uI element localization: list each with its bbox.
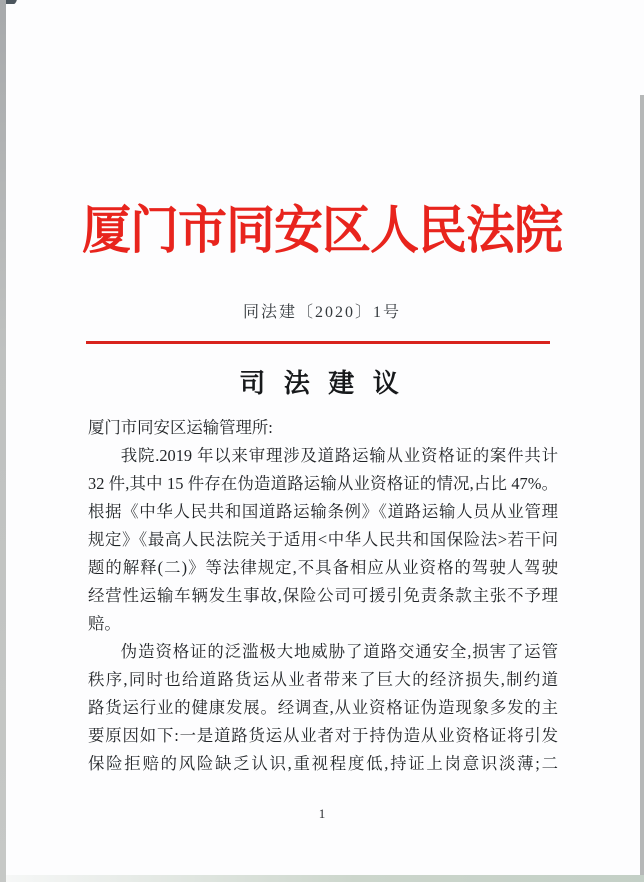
page-number: 1 — [318, 806, 326, 821]
body-line: 根据《中华人民共和国道路运输条例》《道路运输人员从业管理 — [88, 502, 558, 521]
body-line: 路货运行业的健康发展。经调查,从业资格证伪造现象多发的主 — [88, 698, 558, 717]
body-line: 保险拒赔的风险缺乏认识,重视程度低,持证上岗意识淡薄;二 — [88, 754, 558, 773]
recipient-line: 厦门市同安区运输管理所: — [88, 418, 273, 437]
body-line: 规定》《最高人民法院关于适用<中华人民共和国保险法>若干问 — [88, 530, 558, 549]
body-line: 我院.2019 年以来审理涉及道路运输从业资格证的案件共计 — [120, 446, 558, 465]
scan-edge-bottom — [6, 875, 644, 882]
scan-edge-right — [640, 95, 644, 882]
court-name-heading: 厦门市同安区人民法院 — [81, 201, 562, 260]
document-body — [88, 414, 558, 778]
body-line: 经营性运输车辆发生事故,保险公司可援引免责条款主张不予理 — [88, 586, 558, 605]
body-line: 赔。 — [88, 614, 121, 633]
body-line: 32 件,其中 15 件存在伪造道路运输从业资格证的情况,占比 47%。 — [88, 474, 558, 493]
body-line: 秩序,同时也给道路货运从业者带来了巨大的经济损失,制约道 — [88, 670, 558, 689]
body-line: 题的解释(二)》等法律规定,不具备相应从业资格的驾驶人驾驶 — [88, 558, 558, 577]
document-title: 司 法 建 议 — [239, 369, 405, 398]
body-line: 伪造资格证的泛滥极大地威胁了道路交通安全,损害了运管 — [120, 642, 558, 661]
red-separator-line — [86, 341, 550, 344]
body-line: 要原因如下:一是道路货运从业者对于持伪造从业资格证将引发 — [88, 726, 558, 745]
document-number: 同法建〔2020〕1号 — [242, 304, 401, 321]
scan-edge-left — [0, 0, 6, 882]
